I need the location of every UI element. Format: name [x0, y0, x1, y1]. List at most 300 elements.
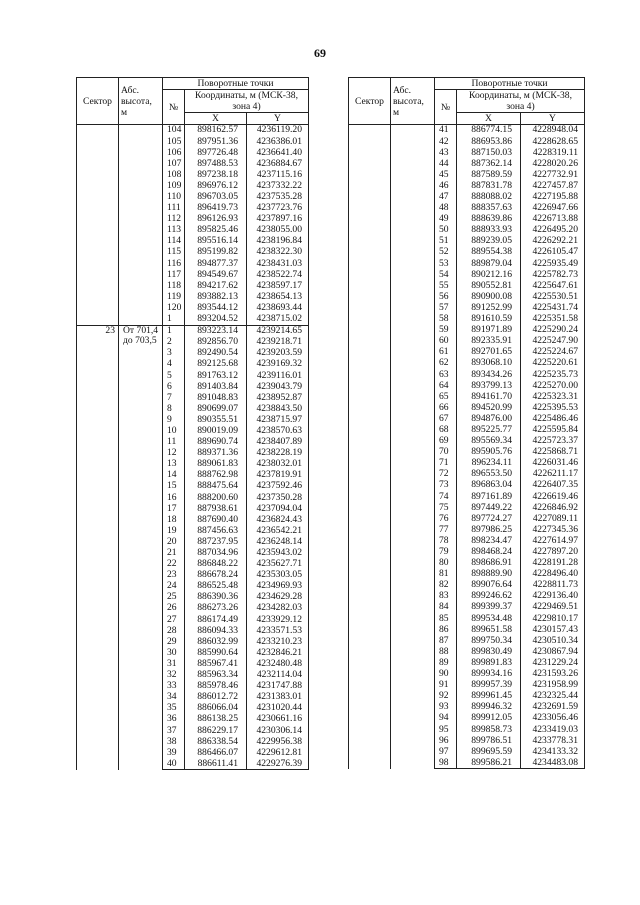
- x-coordinate-cell: 899651.58: [457, 624, 521, 635]
- y-coordinate-cell: 4232846.21: [247, 647, 309, 658]
- y-coordinate-cell: 4233929.12: [247, 614, 309, 625]
- point-number-cell: 3: [163, 348, 185, 359]
- y-coordinate-cell: 4234629.28: [247, 592, 309, 603]
- number-header: №: [163, 90, 185, 125]
- x-coordinate-cell: 897449.22: [457, 502, 521, 513]
- point-number-cell: 73: [435, 480, 457, 491]
- x-coordinate-cell: 886466.07: [185, 747, 247, 758]
- y-coordinate-cell: 4231020.44: [247, 703, 309, 714]
- point-number-cell: 71: [435, 458, 457, 469]
- point-number-cell: 86: [435, 624, 457, 635]
- x-coordinate-cell: 889554.38: [457, 247, 521, 258]
- x-coordinate-cell: 892335.91: [457, 336, 521, 347]
- x-coordinate-cell: 899858.73: [457, 724, 521, 735]
- x-coordinate-cell: 896234.11: [457, 458, 521, 469]
- point-number-cell: 72: [435, 469, 457, 480]
- x-coordinate-cell: 886012.72: [185, 692, 247, 703]
- point-number-cell: 120: [163, 303, 185, 314]
- y-coordinate-cell: 4237115.16: [247, 169, 309, 180]
- point-number-cell: 22: [163, 559, 185, 570]
- y-coordinate-cell: 4238522.74: [247, 269, 309, 280]
- point-number-cell: 112: [163, 214, 185, 225]
- x-coordinate-cell: 886174.49: [185, 614, 247, 625]
- y-coordinate-cell: 4234133.32: [521, 746, 585, 757]
- y-coordinate-cell: 4231958.99: [521, 680, 585, 691]
- point-number-cell: 74: [435, 491, 457, 502]
- x-coordinate-cell: 895569.34: [457, 436, 521, 447]
- x-coordinate-cell: 887938.61: [185, 503, 247, 514]
- x-coordinate-cell: 892125.68: [185, 359, 247, 370]
- x-coordinate-cell: 896863.04: [457, 480, 521, 491]
- x-coordinate-cell: 894877.37: [185, 258, 247, 269]
- y-coordinate-cell: 4225782.73: [521, 269, 585, 280]
- x-coordinate-cell: 889879.04: [457, 258, 521, 269]
- point-number-cell: 113: [163, 225, 185, 236]
- point-number-cell: 96: [435, 735, 457, 746]
- point-number-cell: 55: [435, 280, 457, 291]
- x-coordinate-cell: 890019.09: [185, 426, 247, 437]
- x-coordinate-cell: 886953.86: [457, 136, 521, 147]
- y-coordinate-cell: 4229136.40: [521, 591, 585, 602]
- table-row: [77, 325, 309, 337]
- x-coordinate-cell: 891403.84: [185, 381, 247, 392]
- point-number-cell: 25: [163, 592, 185, 603]
- y-coordinate-cell: 4231383.01: [247, 692, 309, 703]
- point-number-cell: 118: [163, 280, 185, 291]
- y-coordinate-cell: 4229612.81: [247, 747, 309, 758]
- x-coordinate-cell: 889371.36: [185, 448, 247, 459]
- y-coordinate-cell: 4238952.87: [247, 392, 309, 403]
- point-number-cell: 108: [163, 169, 185, 180]
- x-coordinate-cell: 892856.70: [185, 337, 247, 348]
- x-coordinate-cell: 895225.77: [457, 425, 521, 436]
- x-coordinate-cell: 897726.48: [185, 147, 247, 158]
- x-coordinate-cell: 897986.25: [457, 524, 521, 535]
- y-coordinate-cell: 4233778.31: [521, 735, 585, 746]
- x-coordinate-cell: 885963.34: [185, 670, 247, 681]
- y-coordinate-cell: 4229276.39: [247, 758, 309, 770]
- y-coordinate-cell: 4238196.84: [247, 236, 309, 247]
- x-coordinate-cell: 896553.50: [457, 469, 521, 480]
- x-coordinate-cell: 890355.51: [185, 414, 247, 425]
- x-coordinate-cell: 887034.96: [185, 548, 247, 559]
- point-number-cell: 4: [163, 359, 185, 370]
- x-coordinate-cell: 898468.24: [457, 547, 521, 558]
- x-coordinate-cell: 890900.08: [457, 291, 521, 302]
- x-coordinate-cell: 896703.05: [185, 192, 247, 203]
- y-coordinate-cell: 4238693.44: [247, 303, 309, 314]
- x-coordinate-cell: 897488.53: [185, 158, 247, 169]
- point-number-cell: 9: [163, 414, 185, 425]
- point-number-cell: 56: [435, 291, 457, 302]
- x-coordinate-cell: 887150.03: [457, 147, 521, 158]
- y-coordinate-cell: 4228496.40: [521, 569, 585, 580]
- x-coordinate-cell: 889061.83: [185, 459, 247, 470]
- y-coordinate-cell: 4235943.02: [247, 548, 309, 559]
- point-number-cell: 37: [163, 725, 185, 736]
- y-coordinate-cell: 4226211.17: [521, 469, 585, 480]
- y-coordinate-cell: 4232480.48: [247, 659, 309, 670]
- y-coordinate-cell: 4225935.49: [521, 258, 585, 269]
- point-number-cell: 17: [163, 503, 185, 514]
- y-coordinate-cell: 4226846.92: [521, 502, 585, 513]
- point-number-cell: 77: [435, 524, 457, 535]
- x-coordinate-cell: 888933.93: [457, 225, 521, 236]
- y-coordinate-cell: 4237897.16: [247, 214, 309, 225]
- y-coordinate-cell: 4234282.03: [247, 603, 309, 614]
- y-coordinate-cell: 4238407.89: [247, 437, 309, 448]
- x-coordinate-cell: 888762.98: [185, 470, 247, 481]
- y-coordinate-cell: 4236386.01: [247, 136, 309, 147]
- y-coordinate-cell: 4239043.79: [247, 381, 309, 392]
- y-coordinate-cell: 4228628.65: [521, 136, 585, 147]
- y-coordinate-cell: 4228020.26: [521, 158, 585, 169]
- x-coordinate-cell: 899246.62: [457, 591, 521, 602]
- point-number-cell: 6: [163, 381, 185, 392]
- abs-height-header: Абс. высота, м: [119, 78, 163, 125]
- point-number-cell: 35: [163, 703, 185, 714]
- point-number-cell: 21: [163, 548, 185, 559]
- y-coordinate-cell: 4233210.23: [247, 636, 309, 647]
- y-coordinate-cell: 4226713.88: [521, 214, 585, 225]
- x-coordinate-cell: 899912.05: [457, 713, 521, 724]
- y-coordinate-cell: 4236119.20: [247, 125, 309, 137]
- y-coordinate-cell: 4238715.97: [247, 414, 309, 425]
- x-coordinate-cell: 890212.16: [457, 269, 521, 280]
- point-number-cell: 78: [435, 535, 457, 546]
- y-coordinate-cell: 4231229.24: [521, 658, 585, 669]
- point-number-cell: 65: [435, 391, 457, 402]
- y-coordinate-cell: 4237094.04: [247, 503, 309, 514]
- sector-cell: [77, 125, 119, 326]
- x-coordinate-cell: 899961.45: [457, 691, 521, 702]
- point-number-cell: 36: [163, 714, 185, 725]
- y-coordinate-cell: 4238322.30: [247, 247, 309, 258]
- x-coordinate-cell: 891610.59: [457, 314, 521, 325]
- table-row: [349, 125, 585, 137]
- point-number-cell: 41: [435, 125, 457, 137]
- y-coordinate-cell: 4239116.01: [247, 370, 309, 381]
- y-coordinate-cell: 4225224.67: [521, 347, 585, 358]
- point-number-cell: 24: [163, 581, 185, 592]
- point-number-cell: 26: [163, 603, 185, 614]
- point-number-cell: 1: [163, 314, 185, 326]
- point-number-cell: 12: [163, 448, 185, 459]
- y-coordinate-cell: 4233571.53: [247, 625, 309, 636]
- x-coordinate-cell: 895825.46: [185, 225, 247, 236]
- y-coordinate-cell: 4225220.61: [521, 358, 585, 369]
- x-coordinate-cell: 891971.89: [457, 325, 521, 336]
- x-coordinate-cell: 899399.37: [457, 602, 521, 613]
- x-coordinate-cell: 899891.83: [457, 658, 521, 669]
- point-number-cell: 46: [435, 180, 457, 191]
- point-number-cell: 13: [163, 459, 185, 470]
- y-coordinate-cell: 4225595.84: [521, 425, 585, 436]
- y-coordinate-cell: 4238715.02: [247, 314, 309, 326]
- y-coordinate-cell: 4232691.59: [521, 702, 585, 713]
- x-coordinate-cell: 891252.99: [457, 303, 521, 314]
- y-coordinate-cell: 4238431.03: [247, 258, 309, 269]
- y-coordinate-cell: 4230867.94: [521, 646, 585, 657]
- y-coordinate-cell: 4236884.67: [247, 158, 309, 169]
- y-coordinate-cell: 4238654.13: [247, 291, 309, 302]
- point-number-cell: 57: [435, 303, 457, 314]
- page-number: 69: [314, 46, 326, 60]
- point-number-cell: 61: [435, 347, 457, 358]
- x-coordinate-cell: 893882.13: [185, 291, 247, 302]
- x-coordinate-cell: 897951.36: [185, 136, 247, 147]
- point-number-cell: 14: [163, 470, 185, 481]
- point-number-cell: 47: [435, 192, 457, 203]
- y-coordinate-cell: 4228948.04: [521, 125, 585, 137]
- y-coordinate-cell: 4226407.35: [521, 480, 585, 491]
- y-coordinate-cell: 4225270.00: [521, 380, 585, 391]
- x-coordinate-cell: 886611.41: [185, 758, 247, 770]
- point-number-cell: 107: [163, 158, 185, 169]
- y-coordinate-cell: 4235627.71: [247, 559, 309, 570]
- x-coordinate-cell: 893204.52: [185, 314, 247, 326]
- y-coordinate-cell: 4227732.91: [521, 169, 585, 180]
- x-coordinate-cell: 891763.12: [185, 370, 247, 381]
- x-coordinate-cell: 890552.81: [457, 280, 521, 291]
- y-coordinate-cell: 4225235.73: [521, 369, 585, 380]
- x-coordinate-cell: 888200.60: [185, 492, 247, 503]
- y-coordinate-cell: 4230661.16: [247, 714, 309, 725]
- y-coordinate-cell: 4225395.53: [521, 402, 585, 413]
- x-coordinate-cell: 899534.48: [457, 613, 521, 624]
- y-coordinate-cell: 4238597.17: [247, 280, 309, 291]
- point-number-cell: 98: [435, 757, 457, 769]
- point-number-cell: 117: [163, 269, 185, 280]
- point-number-cell: 69: [435, 436, 457, 447]
- x-coordinate-cell: 887690.40: [185, 514, 247, 525]
- x-coordinate-cell: 887831.78: [457, 180, 521, 191]
- point-number-cell: 83: [435, 591, 457, 602]
- x-coordinate-cell: 886229.17: [185, 725, 247, 736]
- x-coordinate-cell: 894549.67: [185, 269, 247, 280]
- x-coordinate-cell: 888088.02: [457, 192, 521, 203]
- abs-height-header: Абс. высота, м: [391, 78, 435, 125]
- point-number-cell: 58: [435, 314, 457, 325]
- point-number-cell: 53: [435, 258, 457, 269]
- x-header: X: [185, 113, 247, 125]
- y-coordinate-cell: 4226292.21: [521, 236, 585, 247]
- y-coordinate-cell: 4225647.61: [521, 280, 585, 291]
- y-coordinate-cell: 4236248.14: [247, 536, 309, 547]
- point-number-cell: 11: [163, 437, 185, 448]
- point-number-cell: 89: [435, 658, 457, 669]
- point-number-cell: 84: [435, 602, 457, 613]
- point-number-cell: 30: [163, 647, 185, 658]
- point-number-cell: 114: [163, 236, 185, 247]
- turning-points-header: Поворотные точки: [163, 78, 309, 90]
- x-coordinate-cell: 886525.48: [185, 581, 247, 592]
- point-number-cell: 97: [435, 746, 457, 757]
- point-number-cell: 27: [163, 614, 185, 625]
- y-coordinate-cell: 4237592.46: [247, 481, 309, 492]
- turning-points-header: Поворотные точки: [435, 78, 585, 90]
- point-number-cell: 70: [435, 447, 457, 458]
- point-number-cell: 116: [163, 258, 185, 269]
- point-number-cell: 38: [163, 736, 185, 747]
- point-number-cell: 88: [435, 646, 457, 657]
- y-coordinate-cell: 4238032.01: [247, 459, 309, 470]
- x-coordinate-cell: 892490.54: [185, 348, 247, 359]
- point-number-cell: 90: [435, 669, 457, 680]
- y-coordinate-cell: 4237350.28: [247, 492, 309, 503]
- x-coordinate-cell: 886848.22: [185, 559, 247, 570]
- y-coordinate-cell: 4225723.37: [521, 436, 585, 447]
- abs-height-cell: [119, 125, 163, 326]
- point-number-cell: 110: [163, 192, 185, 203]
- point-number-cell: 54: [435, 269, 457, 280]
- sector-header: Сектор: [77, 78, 119, 125]
- y-coordinate-cell: 4228191.28: [521, 558, 585, 569]
- x-coordinate-cell: 894520.99: [457, 402, 521, 413]
- point-number-cell: 104: [163, 125, 185, 137]
- point-number-cell: 92: [435, 691, 457, 702]
- x-coordinate-cell: 899076.64: [457, 580, 521, 591]
- point-number-cell: 94: [435, 713, 457, 724]
- point-number-cell: 51: [435, 236, 457, 247]
- x-coordinate-cell: 887237.95: [185, 536, 247, 547]
- x-coordinate-cell: 896976.12: [185, 180, 247, 191]
- y-coordinate-cell: 4234483.08: [521, 757, 585, 769]
- point-number-cell: 115: [163, 247, 185, 258]
- point-number-cell: 20: [163, 536, 185, 547]
- y-coordinate-cell: 4237535.28: [247, 192, 309, 203]
- y-coordinate-cell: 4239203.59: [247, 348, 309, 359]
- point-number-cell: 68: [435, 425, 457, 436]
- point-number-cell: 10: [163, 426, 185, 437]
- y-coordinate-cell: 4236824.43: [247, 514, 309, 525]
- point-number-cell: 82: [435, 580, 457, 591]
- coordinates-header: Координаты, м (МСК-38, зона 4): [185, 90, 309, 113]
- sector-cell: [349, 125, 391, 769]
- point-number-cell: 16: [163, 492, 185, 503]
- x-coordinate-cell: 898234.47: [457, 535, 521, 546]
- point-number-cell: 52: [435, 247, 457, 258]
- y-coordinate-cell: 4226619.46: [521, 491, 585, 502]
- point-number-cell: 93: [435, 702, 457, 713]
- point-number-cell: 80: [435, 558, 457, 569]
- y-coordinate-cell: 4238055.00: [247, 225, 309, 236]
- point-number-cell: 28: [163, 625, 185, 636]
- point-number-cell: 2: [163, 337, 185, 348]
- x-coordinate-cell: 886774.15: [457, 125, 521, 137]
- point-number-cell: 42: [435, 136, 457, 147]
- point-number-cell: 8: [163, 403, 185, 414]
- y-coordinate-cell: 4237332.22: [247, 180, 309, 191]
- x-coordinate-cell: 886066.04: [185, 703, 247, 714]
- y-coordinate-cell: 4235303.05: [247, 570, 309, 581]
- table-body-right: [349, 125, 585, 769]
- y-coordinate-cell: 4237819.91: [247, 470, 309, 481]
- abs-height-cell: [391, 125, 435, 769]
- point-number-cell: 87: [435, 635, 457, 646]
- y-coordinate-cell: 4229469.51: [521, 602, 585, 613]
- point-number-cell: 33: [163, 681, 185, 692]
- y-coordinate-cell: 4234969.93: [247, 581, 309, 592]
- y-coordinate-cell: 4236641.40: [247, 147, 309, 158]
- x-coordinate-cell: 890699.07: [185, 403, 247, 414]
- y-coordinate-cell: 4237723.76: [247, 203, 309, 214]
- y-coordinate-cell: 4238228.19: [247, 448, 309, 459]
- x-coordinate-cell: 895905.76: [457, 447, 521, 458]
- x-coordinate-cell: 894217.62: [185, 280, 247, 291]
- y-coordinate-cell: 4225530.51: [521, 291, 585, 302]
- point-number-cell: 76: [435, 513, 457, 524]
- point-number-cell: 50: [435, 225, 457, 236]
- x-coordinate-cell: 899586.21: [457, 757, 521, 769]
- x-coordinate-cell: 894161.70: [457, 391, 521, 402]
- point-number-cell: 23: [163, 570, 185, 581]
- point-number-cell: 79: [435, 547, 457, 558]
- point-number-cell: 111: [163, 203, 185, 214]
- point-number-cell: 95: [435, 724, 457, 735]
- point-number-cell: 62: [435, 358, 457, 369]
- point-number-cell: 19: [163, 525, 185, 536]
- x-coordinate-cell: 894876.00: [457, 413, 521, 424]
- point-number-cell: 1: [163, 325, 185, 337]
- y-coordinate-cell: 4227897.20: [521, 547, 585, 558]
- x-coordinate-cell: 893799.13: [457, 380, 521, 391]
- point-number-cell: 43: [435, 147, 457, 158]
- y-coordinate-cell: 4226947.66: [521, 203, 585, 214]
- x-coordinate-cell: 886273.26: [185, 603, 247, 614]
- x-coordinate-cell: 886678.24: [185, 570, 247, 581]
- y-coordinate-cell: 4225431.74: [521, 303, 585, 314]
- y-coordinate-cell: 4239169.32: [247, 359, 309, 370]
- y-coordinate-cell: 4238570.63: [247, 426, 309, 437]
- table-body-left: [77, 125, 309, 770]
- x-coordinate-cell: 898686.91: [457, 558, 521, 569]
- x-coordinate-cell: 886338.54: [185, 736, 247, 747]
- point-number-cell: 48: [435, 203, 457, 214]
- point-number-cell: 5: [163, 370, 185, 381]
- y-coordinate-cell: 4225247.90: [521, 336, 585, 347]
- point-number-cell: 15: [163, 481, 185, 492]
- y-coordinate-cell: 4225868.71: [521, 447, 585, 458]
- x-coordinate-cell: 898162.57: [185, 125, 247, 137]
- x-coordinate-cell: 893434.26: [457, 369, 521, 380]
- x-coordinate-cell: 899695.59: [457, 746, 521, 757]
- x-coordinate-cell: 885990.64: [185, 647, 247, 658]
- y-coordinate-cell: 4227089.11: [521, 513, 585, 524]
- point-number-cell: 91: [435, 680, 457, 691]
- sector-cell: 23: [77, 325, 119, 770]
- y-coordinate-cell: 4229956.38: [247, 736, 309, 747]
- table-row: [77, 125, 309, 137]
- y-coordinate-cell: 4226495.20: [521, 225, 585, 236]
- point-number-cell: 32: [163, 670, 185, 681]
- point-number-cell: 119: [163, 291, 185, 302]
- x-coordinate-cell: 891048.83: [185, 392, 247, 403]
- x-coordinate-cell: 885978.46: [185, 681, 247, 692]
- y-coordinate-cell: 4226105.47: [521, 247, 585, 258]
- point-number-cell: 64: [435, 380, 457, 391]
- point-number-cell: 81: [435, 569, 457, 580]
- point-number-cell: 31: [163, 659, 185, 670]
- point-number-cell: 63: [435, 369, 457, 380]
- x-coordinate-cell: 897238.18: [185, 169, 247, 180]
- point-number-cell: 106: [163, 147, 185, 158]
- point-number-cell: 59: [435, 325, 457, 336]
- x-coordinate-cell: 899957.39: [457, 680, 521, 691]
- x-coordinate-cell: 893223.14: [185, 325, 247, 337]
- point-number-cell: 39: [163, 747, 185, 758]
- y-coordinate-cell: 4229810.17: [521, 613, 585, 624]
